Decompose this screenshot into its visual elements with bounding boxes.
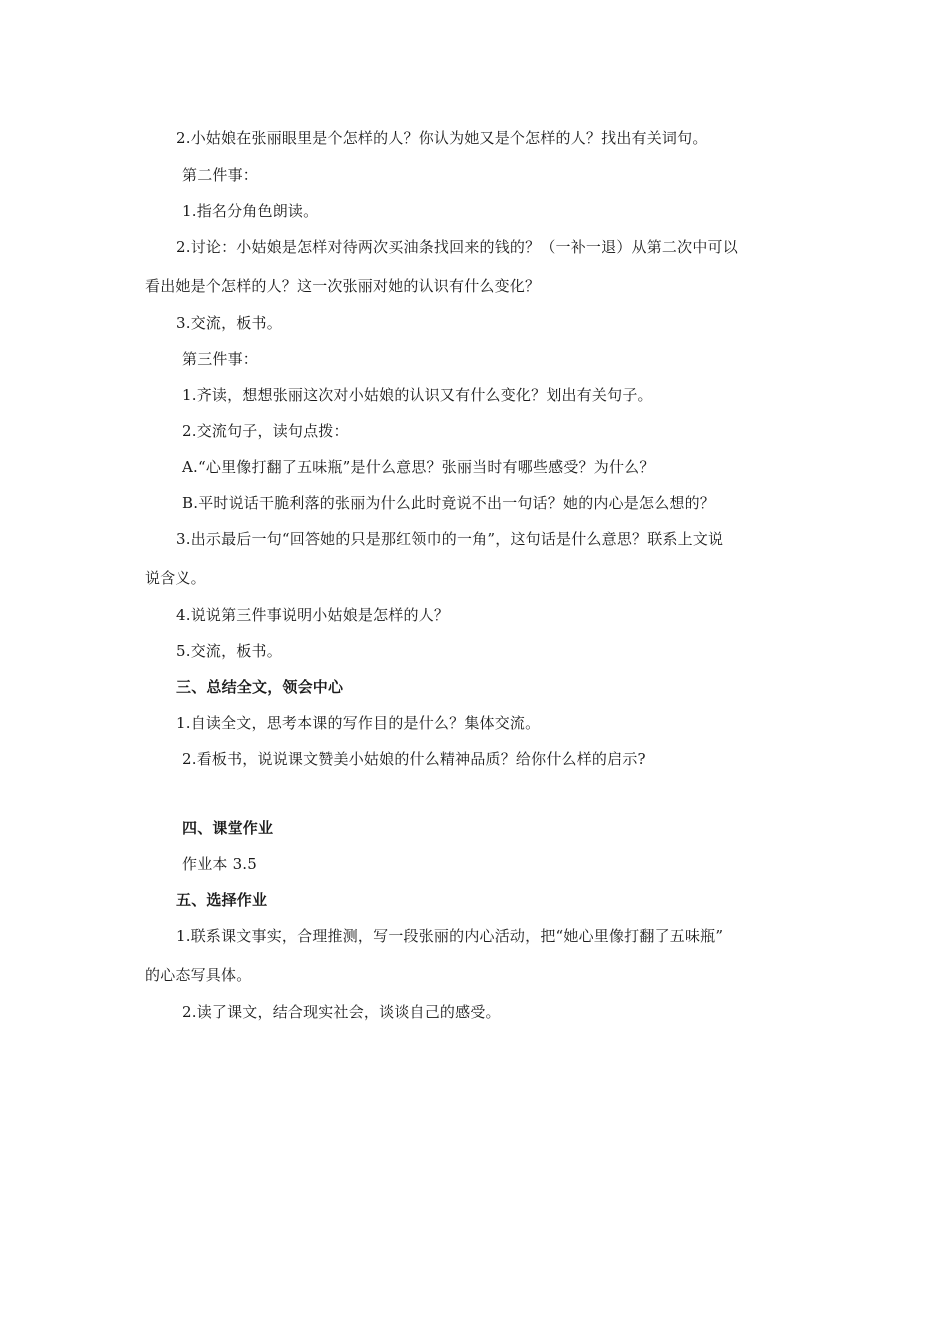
text-line: 1.指名分角色朗读。 xyxy=(182,202,319,220)
text-line: 第二件事： xyxy=(182,166,259,184)
text-line: 的心态写具体。 xyxy=(145,966,252,984)
text-line: 5.交流，板书。 xyxy=(176,642,282,660)
text-line: 2.讨论：小姑娘是怎样对待两次买油条找回来的钱的？（一补一退）从第二次中可以 xyxy=(176,238,738,256)
text-line: 看出她是个怎样的人？这一次张丽对她的认识有什么变化？ xyxy=(145,277,541,295)
section-heading: 五、选择作业 xyxy=(176,891,268,909)
text-line: 2.交流句子，读句点拨： xyxy=(182,422,349,440)
text-line: 1.自读全文，思考本课的写作目的是什么？集体交流。 xyxy=(176,714,541,732)
section-heading: 四、课堂作业 xyxy=(182,819,274,837)
text-line: 3.交流，板书。 xyxy=(176,314,282,332)
text-line: 第三件事： xyxy=(182,350,259,368)
text-line: 2.读了课文，结合现实社会，谈谈自己的感受。 xyxy=(182,1003,501,1021)
text-line: 4.说说第三件事说明小姑娘是怎样的人？ xyxy=(176,606,450,624)
text-line: 3.出示最后一句“回答她的只是那红领巾的一角”，这句话是什么意思？联系上文说 xyxy=(176,530,724,548)
text-line: 2.小姑娘在张丽眼里是个怎样的人？你认为她又是个怎样的人？找出有关词句。 xyxy=(176,129,708,147)
text-line: B.平时说话干脆利落的张丽为什么此时竟说不出一句话？她的内心是怎么想的？ xyxy=(182,494,715,512)
text-line: A.“心里像打翻了五味瓶”是什么意思？张丽当时有哪些感受？为什么？ xyxy=(182,458,655,476)
text-line: 1.齐读，想想张丽这次对小姑娘的认识又有什么变化？划出有关句子。 xyxy=(182,386,653,404)
text-line: 作业本 3.5 xyxy=(182,855,258,873)
text-line: 1.联系课文事实，合理推测，写一段张丽的内心活动，把“她心里像打翻了五味瓶” xyxy=(176,927,724,945)
section-heading: 三、总结全文，领会中心 xyxy=(176,678,344,696)
text-line: 2.看板书，说说课文赞美小姑娘的什么精神品质？给你什么样的启示? xyxy=(182,750,646,768)
text-line: 说含义。 xyxy=(145,569,206,587)
